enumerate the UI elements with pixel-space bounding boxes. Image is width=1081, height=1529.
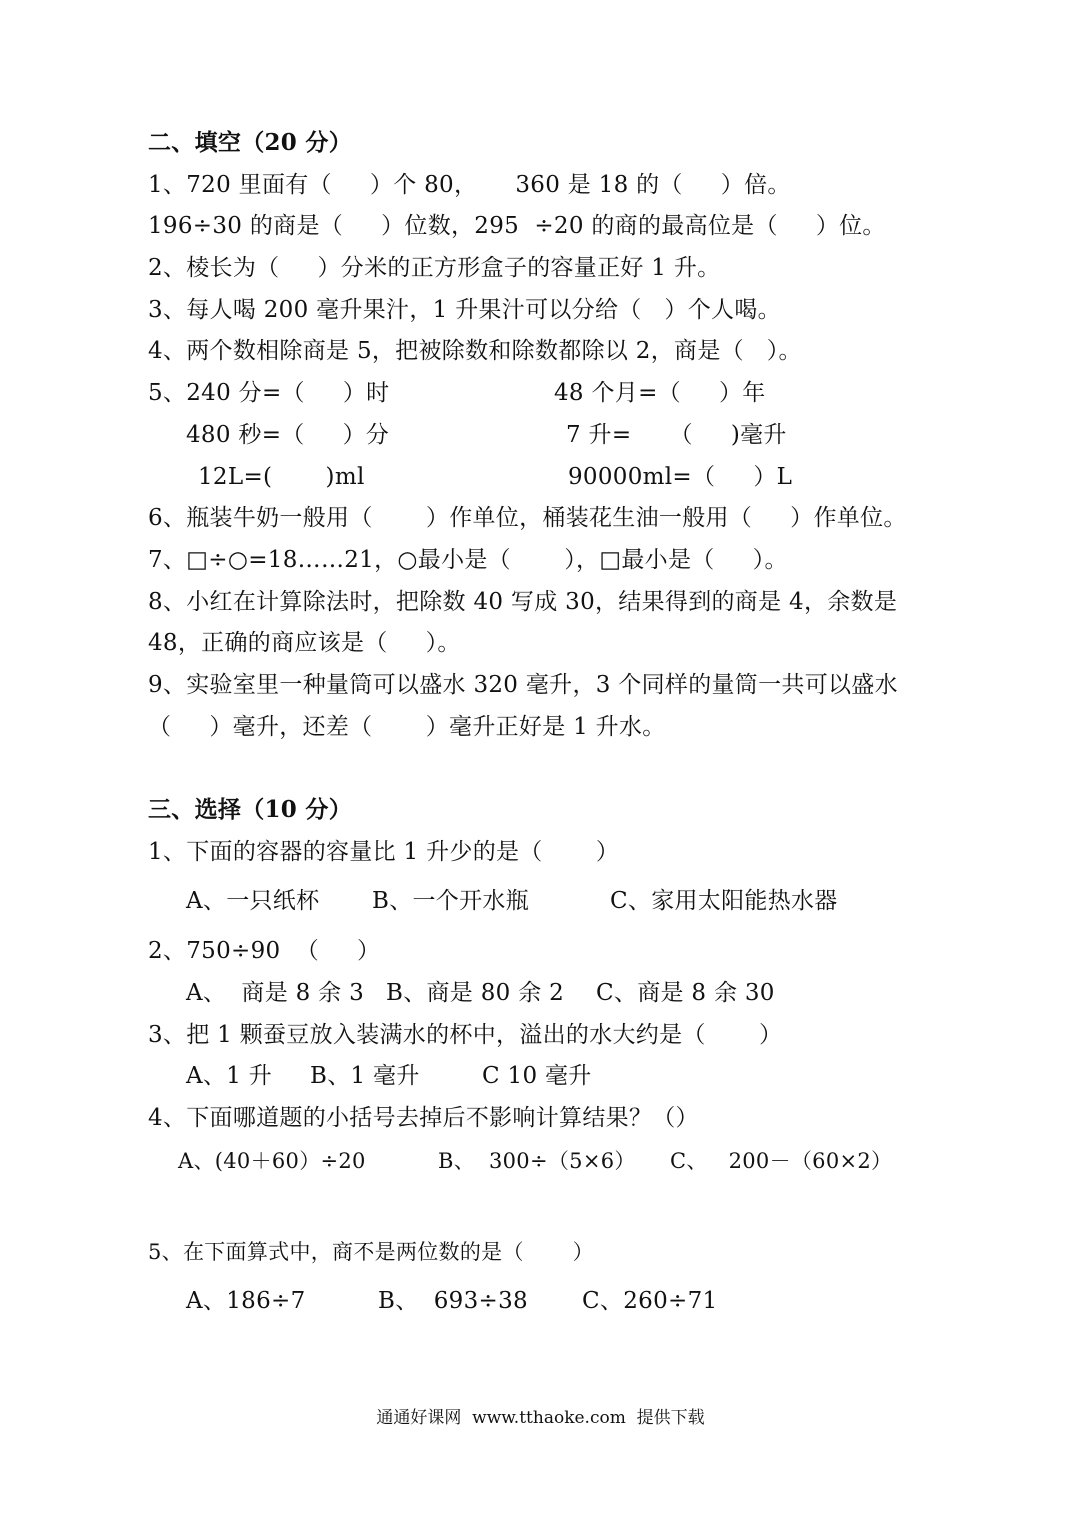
q3-5: 5、在下面算式中，商不是两位数的是（ ） bbox=[148, 1240, 594, 1264]
q2-4: 4、两个数相除商是 5，把被除数和除数都除以 2，商是（ ）。 bbox=[148, 338, 802, 364]
q2-9-a: 9、实验室里一种量筒可以盛水 320 毫升，3 个同样的量筒一共可以盛水 bbox=[148, 672, 898, 698]
page-footer: 通通好课网 www.tthaoke.com 提供下载 bbox=[376, 1408, 705, 1428]
q2-5-f: 90000ml=（ ）L bbox=[568, 464, 793, 490]
q3-2-option-c: C、商是 8 余 30 bbox=[596, 980, 775, 1006]
q3-1-option-b: B、一个开水瓶 bbox=[372, 888, 530, 914]
q2-9-b: （ ）毫升，还差（ ）毫升正好是 1 升水。 bbox=[148, 714, 666, 740]
q2-1-line-b: 196÷30 的商是（ ）位数，295 ÷20 的商的最高位是（ ）位。 bbox=[148, 213, 886, 239]
q3-3: 3、把 1 颗蚕豆放入装满水的杯中，溢出的水大约是（ ） bbox=[148, 1022, 783, 1048]
q3-5-option-c: C、260÷71 bbox=[582, 1288, 718, 1314]
q3-4-option-b: B、 300÷（5×6） bbox=[438, 1149, 636, 1173]
q2-1-line-a: 1、720 里面有（ ）个 80， 360 是 18 的（ ）倍。 bbox=[148, 172, 791, 198]
q3-2-option-b: B、商是 80 余 2 bbox=[386, 980, 565, 1006]
q2-5-c: 480 秒=（ ）分 bbox=[186, 422, 390, 448]
q3-4: 4、下面哪道题的小括号去掉后不影响计算结果？（） bbox=[148, 1105, 699, 1131]
q3-3-option-b: B、1 毫升 bbox=[310, 1063, 420, 1089]
q3-4-option-c: C、 200－（60×2） bbox=[670, 1149, 893, 1173]
q3-1-option-c: C、家用太阳能热水器 bbox=[610, 888, 838, 914]
q3-3-option-c: C 10 毫升 bbox=[482, 1063, 592, 1089]
q2-8-b: 48，正确的商应该是（ ）。 bbox=[148, 630, 461, 656]
q2-2: 2、棱长为（ ）分米的正方形盒子的容量正好 1 升。 bbox=[148, 255, 721, 281]
q3-5-option-b: B、 693÷38 bbox=[378, 1288, 528, 1314]
q2-5-e: 12L=( )ml bbox=[198, 464, 365, 490]
q2-7: 7、□÷○=18……21，○最小是（ ），□最小是（ ）。 bbox=[148, 547, 788, 573]
section-2-title: 二、填空（20 分） bbox=[148, 129, 353, 156]
q3-4-option-a: A、(40＋60）÷20 bbox=[178, 1149, 366, 1173]
q2-8-a: 8、小红在计算除法时，把除数 40 写成 30，结果得到的商是 4，余数是 bbox=[148, 589, 898, 615]
q3-1-option-a: A、一只纸杯 bbox=[186, 888, 320, 914]
q3-5-option-a: A、186÷7 bbox=[186, 1288, 306, 1314]
q3-1: 1、下面的容器的容量比 1 升少的是（ ） bbox=[148, 839, 620, 865]
q2-5-a: 5、240 分=（ ）时 bbox=[148, 380, 390, 406]
section-3-title: 三、选择（10 分） bbox=[148, 796, 353, 823]
q2-3: 3、每人喝 200 毫升果汁，1 升果汁可以分给（ ）个人喝。 bbox=[148, 297, 781, 323]
q2-5-d: 7 升= （ )毫升 bbox=[566, 422, 787, 448]
q2-5-b: 48 个月=（ ）年 bbox=[554, 380, 766, 406]
q3-3-option-a: A、1 升 bbox=[186, 1063, 273, 1089]
q3-2: 2、750÷90 （ ） bbox=[148, 938, 381, 964]
q3-2-option-a: A、 商是 8 余 3 bbox=[186, 980, 365, 1006]
q2-6: 6、瓶装牛奶一般用（ ）作单位，桶装花生油一般用（ ）作单位。 bbox=[148, 505, 907, 531]
